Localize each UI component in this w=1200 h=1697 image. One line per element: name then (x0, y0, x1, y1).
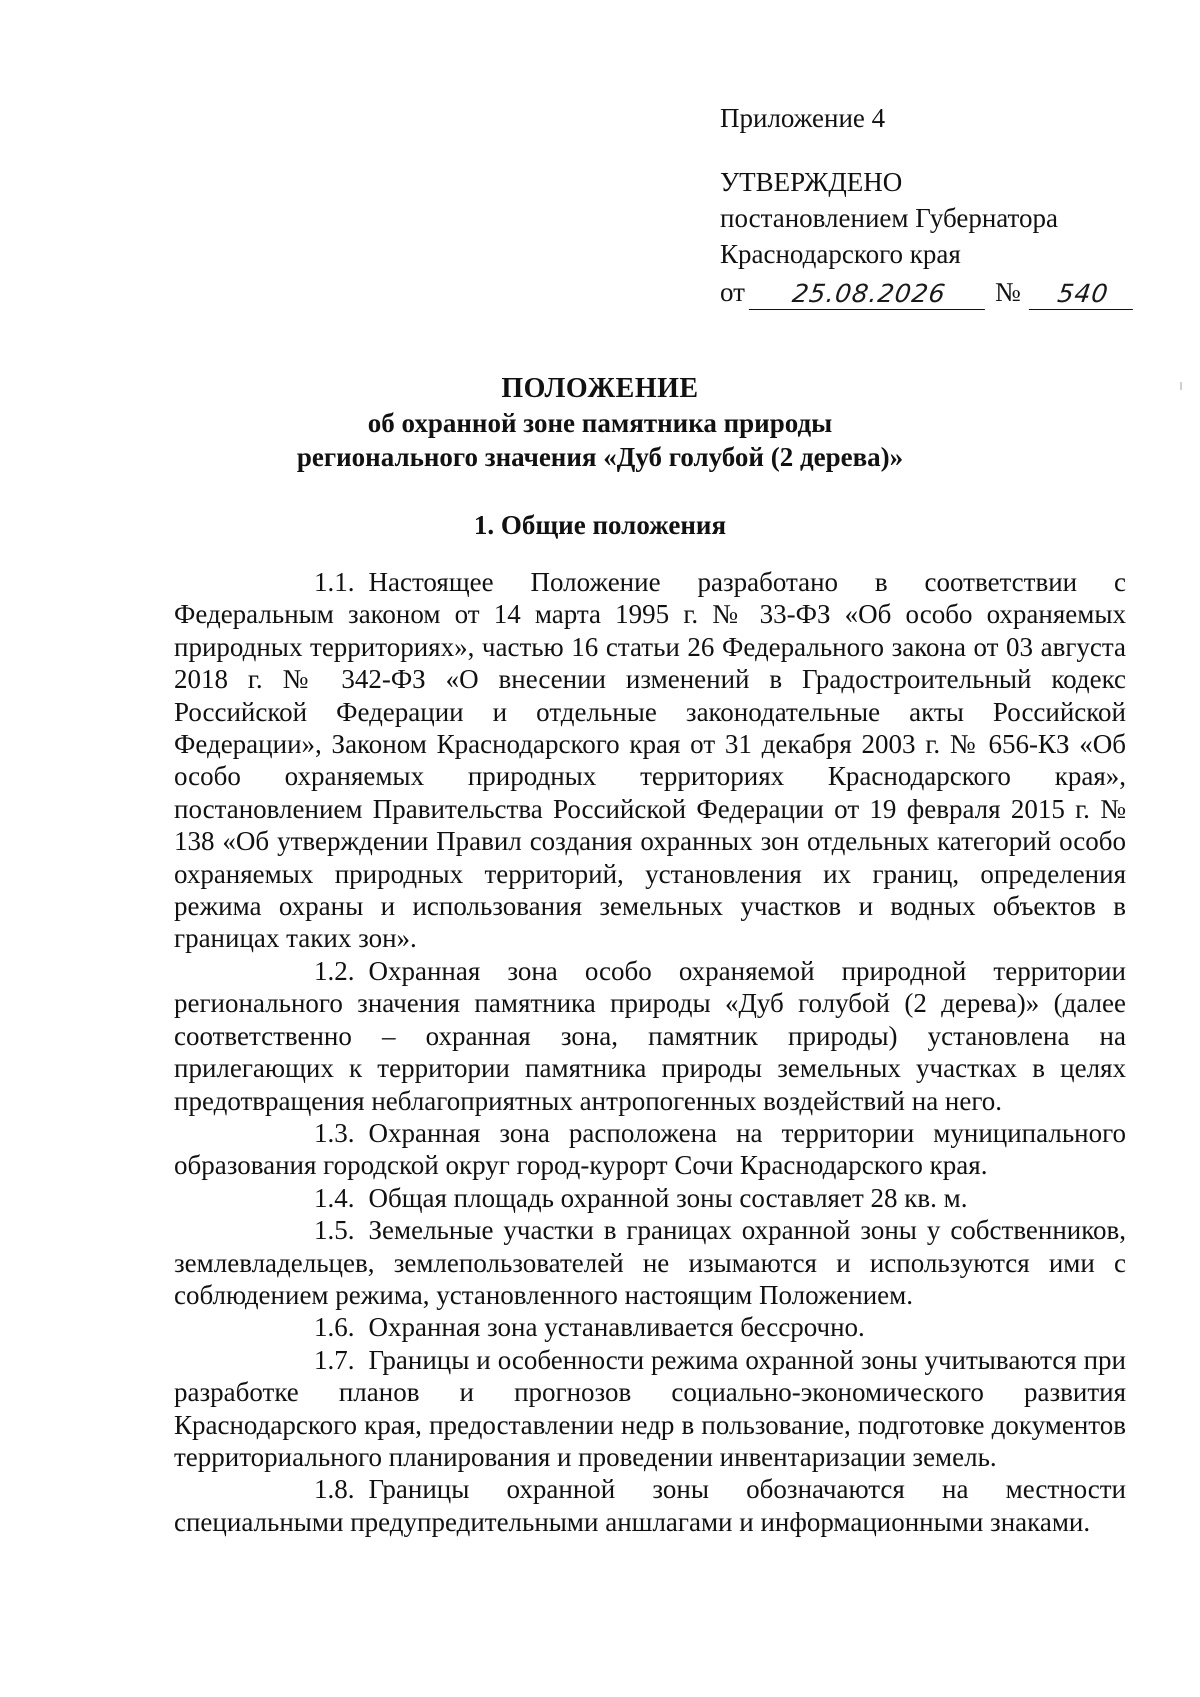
paragraph-1-4 (174, 1182, 1126, 1214)
paragraph-text: Охранная зона устанавливается бессрочно. (368, 1312, 865, 1343)
paragraph-1-3 (174, 1117, 1126, 1182)
date-number-line (720, 274, 1160, 310)
paragraph-1-7 (174, 1344, 1126, 1474)
document-title (0, 372, 1200, 474)
section-heading: 1. Общие положения (473, 510, 727, 540)
number-prefix: № (994, 277, 1021, 307)
paragraph-number: 1.4. (314, 1182, 355, 1213)
title-line-2: об охранной зоне памятника природы (367, 408, 833, 438)
handwritten-date: 25.08.2026 (749, 279, 989, 310)
paragraph-text: Границы и особенности режима охранной зоны учитываются при разработке планов и прогнозов социально-экономического развития Краснодарского края, предоставлении недр в пользование, подготовке документов территориального планирования и проведении инвентаризации земель. (174, 1344, 1126, 1472)
paragraph-number: 1.7. (314, 1344, 355, 1375)
appendix-label: Приложение 4 (720, 103, 886, 133)
paragraph-1-2 (174, 955, 1126, 1117)
paragraph-text: Настоящее Положение разработано в соответствии с Федеральным законом от 14 марта 1995 г. № 33-ФЗ «Об особо охраняемых природных территориях», частью 16 статьи 26 Федерального закона от 03 августа 2018 г. № 342-ФЗ «О внесении изменений в Градостроительный кодекс Российской Федерации и отдельные законодательные акты Российской Федерации», Законом Краснодарского края от 31 декабря 2003 г. № 656-КЗ «Об особо охраняемых природных территориях Краснодарского края», постановлением Правительства Российской Федерации от 19 февраля 2015 г. № 138 «Об утверждении Правил создания охранных зон отдельных категорий особо охраняемых природных территорий, установления их границ, определения режима охраны и использования земельных участков и водных объектов в границах таких зон». (174, 567, 1126, 954)
paragraph-1-6 (174, 1311, 1126, 1343)
paragraph-number: 1.2. (314, 955, 355, 986)
paragraph-1-5 (174, 1214, 1126, 1311)
paragraph-number: 1.3. (314, 1117, 355, 1148)
handwritten-number: 540 (1029, 279, 1137, 310)
paragraph-number: 1.1. (314, 567, 355, 597)
section-body (174, 566, 1126, 1538)
paragraph-text: Земельные участки в границах охранной зоны у собственников, землевладельцев, землепользователей не изымаются и используются ими с соблюдением режима, установленного настоящим Положением. (174, 1215, 1126, 1310)
paragraph-1-8 (174, 1473, 1126, 1538)
paragraph-number: 1.5. (314, 1215, 355, 1246)
paragraph-number: 1.6. (314, 1312, 355, 1343)
title-line-3: регионального значения «Дуб голубой (2 дерева)» (296, 442, 904, 472)
approved-by-line-2: Краснодарского края (720, 239, 961, 269)
paragraph-text: Границы охранной зоны обозначаются на местности специальными предупредительными аншлагами и информационными знаками. (174, 1474, 1126, 1537)
paragraph-number: 1.8. (314, 1474, 355, 1505)
paragraph-text: Общая площадь охранной зоны составляет 28 кв. м. (368, 1182, 968, 1213)
paragraph-text: Охранная зона особо охраняемой природной территории регионального значения памятника природы «Дуб голубой (2 дерева)» (далее соответственно – охранная зона, памятник природы) установлена на прилегающих к территории памятника природы земельных участках в целях предотвращения неблагоприятных антропогенных воздействий на него. (174, 955, 1126, 1116)
paragraph-1-1 (174, 566, 1126, 955)
approval-block (720, 100, 1160, 310)
approved-by-line-1: постановлением Губернатора (720, 203, 1058, 233)
date-prefix: от (720, 277, 745, 307)
paragraph-text: Охранная зона расположена на территории муниципального образования городской округ город-курорт Сочи Краснодарского края. (174, 1117, 1126, 1181)
scan-artifact (1180, 382, 1182, 390)
title-main: ПОЛОЖЕНИЕ (501, 373, 699, 404)
approved-stamp: УТВЕРЖДЕНО (720, 167, 903, 197)
